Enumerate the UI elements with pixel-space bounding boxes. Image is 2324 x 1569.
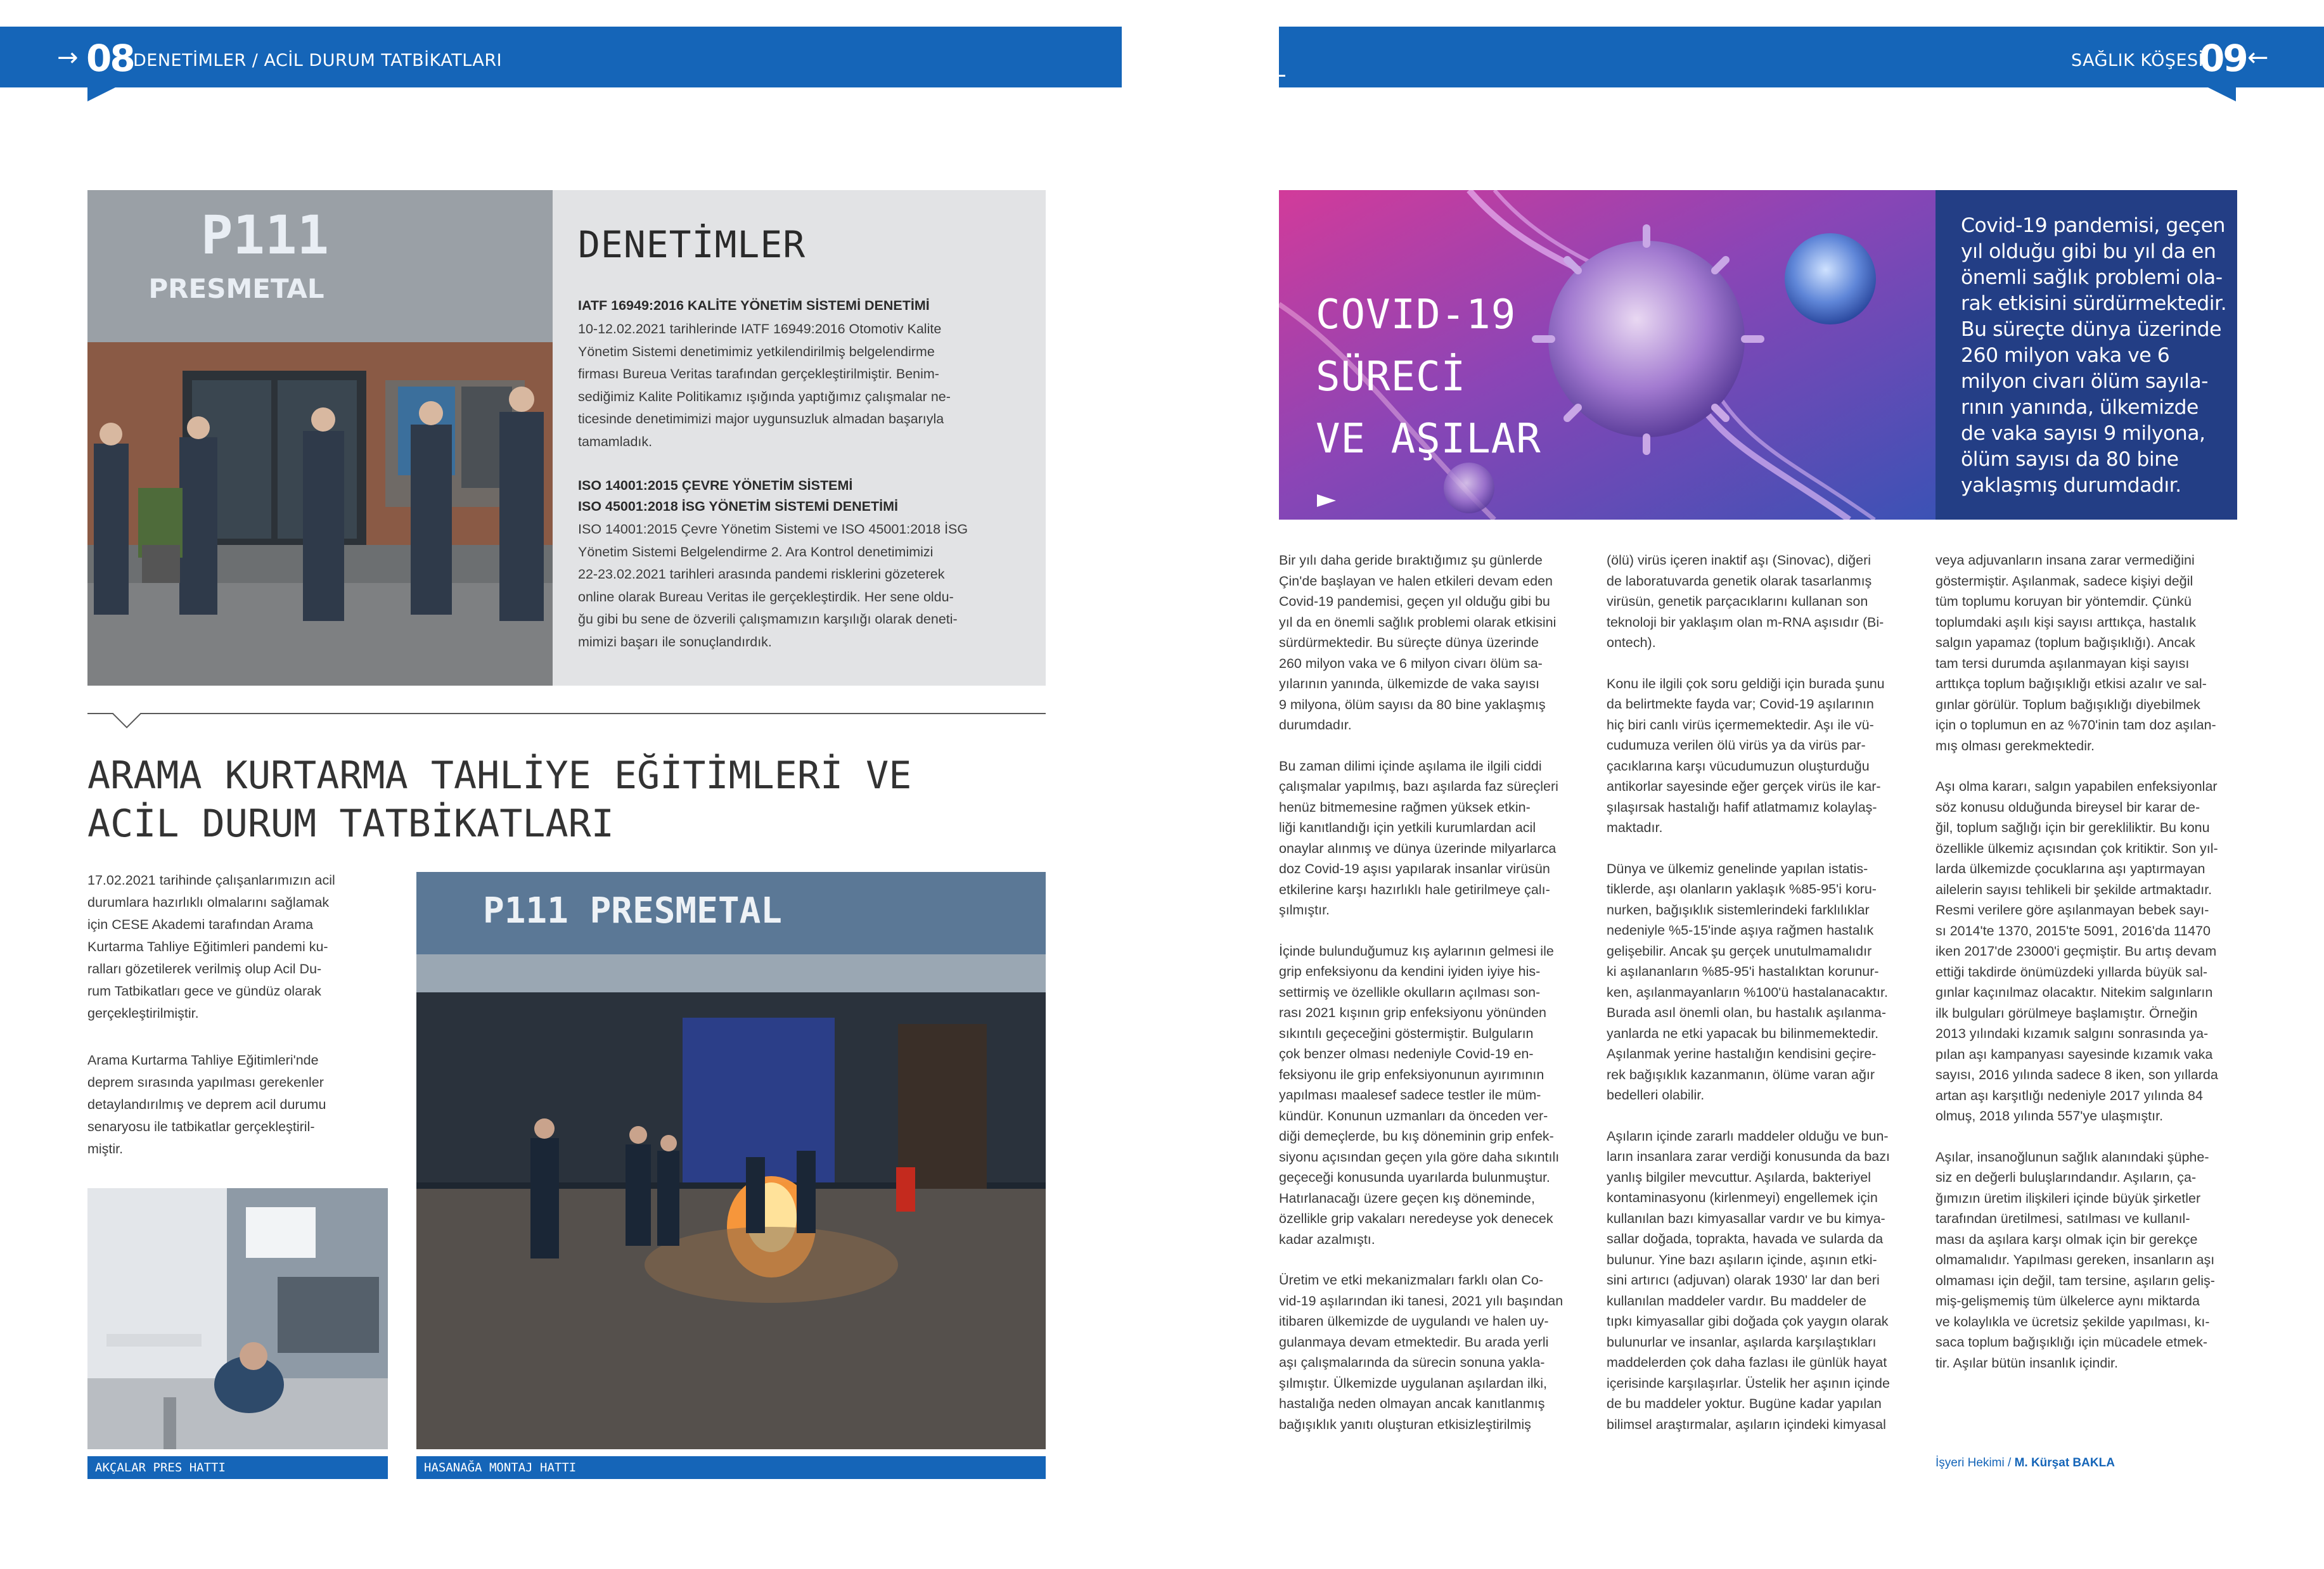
article-line: rası 2021 kışının grip enfeksiyonu yönünden: [1279, 1005, 1546, 1020]
article-line: doz Covid-19 aşısı yapılarak insanlar virüsün: [1279, 861, 1550, 876]
article-line: ken, aşılanmayanların %100'ü hastalanacaktır.: [1607, 984, 1888, 1000]
article-line: liği kanıtlandığı için yetkili kurumlardan acil: [1279, 820, 1536, 835]
section-divider: [87, 708, 1046, 734]
article-line: miş-gelişmemiş tüm ülkelerce aynı miktarda: [1936, 1293, 2200, 1309]
article-line: feksiyonu ile grip enfeksiyonunun ayırımının: [1279, 1066, 1544, 1082]
article-line: maktadır.: [1607, 820, 1663, 835]
article-line: Resmi verilere göre aşılanmayan bebek sayı-: [1936, 902, 2209, 918]
article-line: Hatırlanacağı üzere geçen kış döneminde,: [1279, 1190, 1535, 1206]
article-line: ettiği takdirde önümüzdeki yıllarda büyük sal-: [1936, 964, 2208, 980]
fire-drill-photo: [416, 872, 1046, 1449]
article-line: sürdürmektedir. Bu süreçte dünya üzerinde: [1279, 635, 1539, 650]
article-line: da belirtmekte fayda var; Covid-19 aşılarının: [1607, 696, 1874, 712]
article-line: nurken, bağışıklık sistemlerindeki farklılıklar: [1607, 902, 1870, 918]
article-line: ğil, toplum sağlığı için bir gerekliliktir. Bu konu: [1936, 820, 2210, 835]
article-line: ğımızın üretim ilişkileri içinde büyük şirketler: [1936, 1190, 2201, 1206]
article-paragraph: [1607, 859, 1908, 1106]
article-line: sini artırıcı (adjuvan) olarak 1930' lar dan beri: [1607, 1272, 1880, 1288]
covid-title: COVID-19 SÜRECİ VE AŞILAR: [1316, 291, 1541, 463]
rescue-title: ARAMA KURTARMA TAHLİYE EĞİTİMLERİ VE ACİL DURUM TATBİKATLARI: [87, 753, 912, 846]
article-paragraph: [1936, 776, 2237, 1127]
article-line: olmamalıdır. Yapılması gereken, insanların aşı: [1936, 1252, 2215, 1267]
article-line: veya adjuvanların insana zarar vermediğini: [1936, 553, 2195, 568]
author-name: M. Kürşat BAKLA: [2014, 1456, 2115, 1470]
article-line: göstermiştir. Aşılanmak, sadece kişiyi değil: [1936, 573, 2193, 589]
article-line: larda ülkemizde çocuklarına aşı yaptırmayan: [1936, 861, 2205, 876]
article-line: siz en değerli buluşlarındandır. Aşıların, ça-: [1936, 1170, 2197, 1185]
press-line-photo: [87, 1188, 388, 1449]
article-line: de bu maddeler yoktur. Bugüne kadar yapılan: [1607, 1396, 1882, 1411]
article-line: sı 2014'te 1370, 2015'te 5091, 2016'da 11470: [1936, 923, 2211, 938]
article-line: Çin'de başlayan ve halen etkileri devam eden: [1279, 573, 1553, 589]
article-line: sayısı, 2016 yılında sadece 8 iken, son yıllarda: [1936, 1067, 2218, 1082]
article-paragraph: [1279, 1270, 1581, 1435]
article-line: şılmıştır.: [1279, 902, 1330, 918]
article-line: tarafından üretilmesi, satılması ve kullanıl-: [1936, 1211, 2190, 1226]
article-line: geçeceği konusunda uyarılarda bulunmuştur.: [1279, 1170, 1550, 1185]
article-line: salgın yapamaz (toplum bağışıklığı). Ancak: [1936, 635, 2195, 650]
rescue-paragraph-2: Arama Kurtarma Tahliye Eğitimleri'nde deprem sırasında yapılması gerekenler detaylandırılmış ve deprem acil durumu senaryosu ile tatbikatlar gerçekleştiril- miştir.: [87, 1053, 326, 1156]
article-line: toplumdaki aşılı kişi sayısı arttıkça, hastalık: [1936, 614, 2197, 630]
article-paragraph: [1607, 1126, 1908, 1435]
article-line: arttıkça toplum bağışıklığı etkisi azalır ve sal-: [1936, 676, 2207, 691]
article-line: kündür. Konunun uzmanları da önceden ver-: [1279, 1108, 1548, 1124]
article-column-1: [1279, 550, 1581, 1455]
article-line: gelişebilir. Ancak şu gerçek unutulmamalıdır: [1607, 943, 1872, 959]
article-paragraph: [1607, 550, 1908, 653]
article-line: ilk bulguları görülmeye başlamıştır. Örneğin: [1936, 1005, 2198, 1021]
article-paragraph: [1607, 674, 1908, 838]
article-line: nedeniyle %5-15'inde aşıya rağmen hastalık: [1607, 923, 1874, 938]
author-credit: [1936, 1456, 2115, 1470]
building-sign: P111 PRESMETAL: [483, 890, 783, 932]
article-line: kullanılan bazı kimyasallar vardır ve bu kimya-: [1607, 1210, 1885, 1226]
article-line: mış olması gerekmektedir.: [1936, 738, 2095, 753]
iatf-heading: IATF 16949:2016 KALİTE YÖNETİM SİSTEMİ DENETİMİ: [578, 298, 930, 313]
article-paragraph: [1279, 756, 1581, 921]
article-line: gınlar kaçınılmaz olacaktır. Nitekim salgınların: [1936, 985, 2213, 1000]
article-line: rek bağışıklık kazanmanın, ölüme varan ağır: [1607, 1066, 1875, 1082]
article-line: maddelerden çok daha fazlası ile günlük hayat: [1607, 1355, 1887, 1370]
assembly-line-caption: HASANAĞA MONTAJ HATTI: [416, 1456, 1046, 1479]
article-line: Aşı olma kararı, salgın yapabilen enfeksiyonlar: [1936, 779, 2218, 794]
article-line: tir. Aşılar bütün insanlık içindir.: [1936, 1355, 2119, 1371]
right-page-number: 09: [2199, 37, 2247, 80]
article-line: 9 milyona, ölüm sayısı da 80 bine yaklaşmış: [1279, 696, 1546, 712]
article-column-3: [1936, 550, 2237, 1393]
article-line: siyonu açısından geçen yıla göre daha sıkıntılı: [1279, 1149, 1560, 1165]
article-line: çok benzer olması nedeniyle Covid-19 en-: [1279, 1046, 1534, 1061]
logo-p111: P111: [200, 204, 330, 266]
right-section-title: SAĞLIK KÖŞESİ: [2071, 51, 2204, 70]
article-line: itibaren ülkemizde de uygulandı ve halen uy-: [1279, 1314, 1549, 1329]
arrow-right-icon: →: [57, 43, 79, 72]
article-line: 260 milyon vaka ve 6 milyon civarı ölüm sa-: [1279, 655, 1543, 671]
covid-summary-text: Covid-19 pandemisi, geçen yıl olduğu gibi bu yıl da en önemli sağlık problemi ola- rak etkisini sürdürmektedir. Bu süreçte dünya üzerinde 260 milyon vaka ve 6 milyon civarı ölüm sayıla- rının yanında, ülkemizde de vaka sayısı 9 milyona, ölüm sayısı da 80 bine yaklaşmış durumdadır.: [1961, 214, 2227, 497]
article-line: şılaşırsak hastalığı hafif atlatmamız kolaylaş-: [1607, 799, 1877, 815]
article-line: (ölü) virüs içeren inaktif aşı (Sinovac), diğeri: [1607, 553, 1871, 568]
article-line: Üretim ve etki mekanizmaları farklı olan Co-: [1279, 1272, 1543, 1288]
iso-text: ISO 14001:2015 Çevre Yönetim Sistemi ve ISO 45001:2018 İSG Yönetim Sistemi Belgelendirme 2. Ara Kontrol denetimimizi 22-23.02.2021 tarihleri arasında pandemi risklerini gözeterek online olarak Bureau Veritas ile gerçekleştirdik. Her sene oldu- ğu gibi bu sene de özverili çalışmamızın karşılığı olarak deneti- mimizi başarı ile sonuçlandırdık.: [578, 522, 968, 650]
article-line: sıkıntılı geçeceğini göstermiştir. Bulguların: [1279, 1025, 1534, 1041]
article-line: olmuş, 2018 yılında 557'ye ulaşmıştır.: [1936, 1108, 2164, 1124]
header-mark: [1279, 75, 1285, 77]
article-line: şılmıştır. Ülkemizde uygulanan aşılardan ilki,: [1279, 1375, 1548, 1391]
article-line: onaylar alınmış ve dünya üzerinde milyarlarca: [1279, 840, 1557, 856]
article-line: ların insanlara zarar verdiği konusunda da bazı: [1607, 1149, 1890, 1164]
article-line: hastalığa neden olmayan ancak kanıtlanmış: [1279, 1396, 1545, 1411]
article-line: söz konusu olduğunda bireysel bir karar de-: [1936, 799, 2200, 815]
article-line: yanlış bilgiler mevcuttur. Aşılarda, bakteriyel: [1607, 1169, 1871, 1185]
article-line: olmaması için değil, tam tersine, aşıların geliş-: [1936, 1272, 2215, 1288]
article-line: iken 2017'de 23000'i geçmiştir. Bu artış devam: [1936, 944, 2217, 959]
article-line: Dünya ve ülkemiz genelinde yapılan istatis-: [1607, 861, 1868, 876]
article-line: gınlar görülür. Toplum bağışıklığı diyebilmek: [1936, 696, 2200, 712]
arrow-left-icon: ←: [2247, 43, 2269, 72]
article-line: vid-19 aşılarından iki tanesi, 2021 yılı başından: [1279, 1293, 1563, 1309]
article-line: ması da aşılara karşı olmak için bir gerekçe: [1936, 1231, 2198, 1247]
article-line: çalışmalar yapılmış, bazı aşılarda faz süreçleri: [1279, 779, 1558, 794]
article-line: kontaminasyonu (kirlenmeyi) engellemek için: [1607, 1190, 1878, 1205]
article-line: artan aşı karşıtlığı nedeniyle 2017 yılında 84: [1936, 1087, 2203, 1103]
article-line: virüsün, genetik parçacıklarını kullanan son: [1607, 594, 1868, 609]
article-line: için o toplumun en az %70'inin tam doz aşılan-: [1936, 717, 2216, 733]
article-line: bilimsel araştırmalar, aşıların içindeki kimyasal: [1607, 1416, 1886, 1432]
article-line: çacıklarına karşı vücudumuzun oluşturduğu: [1607, 758, 1870, 774]
article-line: hiç biri canlı virüs içermemektedir. Aşı ile vü-: [1607, 717, 1874, 733]
article-line: yapılması maalesef sadece testler ile müm-: [1279, 1087, 1541, 1103]
article-line: Aşıların içinde zararlı maddeler olduğu ve bun-: [1607, 1128, 1889, 1144]
article-line: özellikle grip vakaları neredeyse yok denecek: [1279, 1211, 1553, 1226]
article-line: grip enfeksiyonu da kendini iyiden iyiye his-: [1279, 964, 1541, 979]
article-column-2: [1607, 550, 1908, 1455]
article-line: bedelleri olabilir.: [1607, 1087, 1705, 1103]
article-line: de laboratuvarda genetik olarak tasarlanmış: [1607, 573, 1872, 589]
article-line: saca toplum bağışıklığı için mücadele etmek-: [1936, 1335, 2208, 1350]
rescue-paragraph-1: 17.02.2021 tarihinde çalışanlarımızın acil durumlara hazırlıklı olmalarını sağlamak için CESE Akademi tarafından Arama Kurtarma Tahliye Eğitimleri pandemi ku- ralları gözetilerek verilmiş olup Acil Du- rum Tatbikatları gece ve gündüz olarak gerçekleştirilmiştir.: [87, 873, 335, 1021]
article-line: Bu zaman dilimi içinde aşılama ile ilgili ciddi: [1279, 758, 1542, 774]
article-paragraph: [1279, 941, 1581, 1250]
article-line: bulunurlar ve insanlar, aşılarda karşılaştıkları: [1607, 1334, 1877, 1350]
article-line: ve kolaylıkla ve ücretsiz şekilde yapılması, kı-: [1936, 1314, 2210, 1329]
article-line: Burada asıl önemli olan, bu hastalık aşılanma-: [1607, 1005, 1886, 1020]
article-line: durumdadır.: [1279, 717, 1352, 733]
iatf-text: 10-12.02.2021 tarihlerinde IATF 16949:2016 Otomotiv Kalite Yönetim Sistemi denetimimiz yetkilendirilmiş belgelendirme firması Bureua Veritas tarafından gerçekleştirilmiştir. Benim- sediğimiz Kalite Politikamız ışığında yaptığımız çalışmalar ne- ticesinde denetimimizi major uygunsuzluk almadan başarıyla tamamladık.: [578, 321, 951, 449]
article-line: antikorlar sayesinde eğer gerçek virüs ile kar-: [1607, 779, 1881, 794]
article-line: Aşılanmak yerine hastalığın kendisini geçire-: [1607, 1046, 1877, 1061]
author-role: İşyeri Hekimi /: [1936, 1456, 2015, 1470]
article-line: yıl da en önemli sağlık problemi olarak etkisini: [1279, 614, 1557, 630]
article-line: sallar doğada, toprakta, havada ve sularda da: [1607, 1231, 1884, 1246]
article-line: henüz bitmemesine rağmen yüksek etkin-: [1279, 799, 1531, 815]
article-paragraph: [1936, 550, 2237, 756]
article-line: Bir yılı daha geride bıraktığımız şu günlerde: [1279, 553, 1543, 568]
article-line: yılarının yanında, ülkemizde de vaka sayısı: [1279, 676, 1540, 691]
article-line: bağışıklık yanıtı oluşturan etkisizleştirilmiş: [1279, 1416, 1531, 1432]
article-line: pılan aşı kampanyası sayesinde kızamık vaka: [1936, 1046, 2213, 1062]
article-line: ontech).: [1607, 635, 1656, 650]
header-tab-left: [87, 87, 115, 101]
left-page-number: 08: [86, 37, 134, 80]
article-line: özellikle ülkemiz açısından çok kritiktir. Son yıl-: [1936, 840, 2218, 856]
article-line: cudumuza verilen ölü virüs ya da virüs par-: [1607, 738, 1866, 753]
article-line: settirmiş ve özellikle okulların açılması son-: [1279, 984, 1541, 1000]
article-line: kadar azalmıştı.: [1279, 1231, 1375, 1247]
header-tab-right: [2208, 87, 2236, 101]
press-line-caption: AKÇALAR PRES HATTI: [87, 1456, 388, 1479]
article-line: tüm toplumu koruyan bir yöntemdir. Çünkü: [1936, 594, 2192, 609]
article-line: Aşılar, insanoğlunun sağlık alanındaki şüphe-: [1936, 1149, 2209, 1165]
article-line: Konu ile ilgili çok soru geldiği için burada şunu: [1607, 676, 1885, 691]
article-line: diği demeçlerde, bu kış döneminin grip enfek-: [1279, 1129, 1554, 1144]
article-line: içerisinde karşılaşırlar. Üstelik her aşının içinde: [1607, 1375, 1890, 1391]
logo-presmetal: PRESMETAL: [148, 273, 324, 304]
article-line: teknoloji bir yaklaşım olan m-RNA aşısıdır (Bi-: [1607, 614, 1884, 630]
article-paragraph: [1279, 550, 1581, 736]
article-line: Covid-19 pandemisi, geçen yıl olduğu gibi bu: [1279, 594, 1550, 609]
article-line: aşı çalışmalarında da sürecin sonuna yakla-: [1279, 1355, 1545, 1370]
article-line: İçinde bulunduğumuz kış aylarının gelmesi ile: [1279, 943, 1554, 959]
left-section-title: DENETİMLER / ACİL DURUM TATBİKATLARI: [133, 51, 503, 70]
audits-title: DENETİMLER: [578, 223, 806, 266]
article-line: etkilerine karşı hazırlıklı hale getirilmeye çalı-: [1279, 881, 1550, 897]
iso14001-heading: ISO 14001:2015 ÇEVRE YÖNETİM SİSTEMİ: [578, 478, 853, 493]
article-line: tam tersi durumda aşılanmayan kişi sayısı: [1936, 655, 2190, 671]
article-line: ki aşılananların %85-95'i hastalıktan korunur-: [1607, 964, 1879, 979]
article-line: kullanılan maddeler vardır. Bu maddeler de: [1607, 1293, 1866, 1309]
article-line: gulanmaya devam etmektedir. Bu arada yerli: [1279, 1334, 1549, 1350]
article-line: tiklerde, aşı olanların yaklaşık %85-95'i koru-: [1607, 881, 1877, 897]
article-line: tıpkı kimyasallar gibi doğada çok yaygın olarak: [1607, 1314, 1889, 1329]
iso45001-heading: ISO 45001:2018 İSG YÖNETİM SİSTEMİ DENETİMİ: [578, 499, 899, 514]
audit-team-photo: [87, 190, 554, 686]
article-line: yanlarda ne etki yapacak bu bilinmemektedir.: [1607, 1025, 1879, 1041]
article-paragraph: [1936, 1147, 2237, 1374]
article-line: ailelerin sayısı tehlikeli bir şekilde artmaktadır.: [1936, 881, 2212, 897]
article-line: bulunur. Yine bazı aşıların içinde, aşının etki-: [1607, 1252, 1877, 1267]
article-line: 2013 yılındaki kızamık salgını sonrasında ya-: [1936, 1026, 2209, 1041]
